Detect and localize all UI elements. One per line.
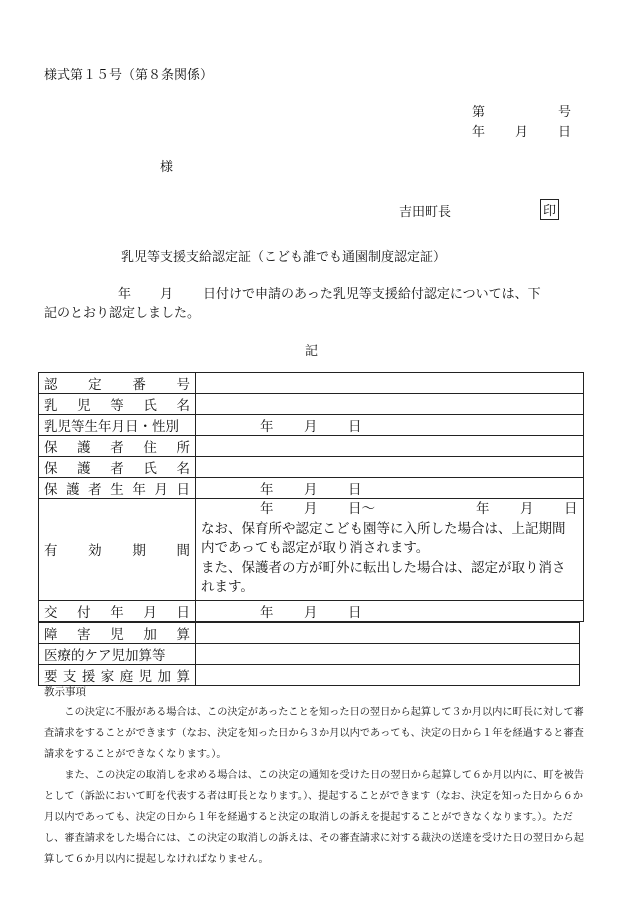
label-guardian-address (39, 436, 196, 457)
value-issue-date[interactable] (196, 600, 584, 621)
value-disability[interactable] (196, 623, 580, 644)
day-unit: 日 (348, 482, 362, 498)
year-unit: 年 (260, 604, 274, 621)
table-row (39, 457, 584, 478)
label-disability (39, 623, 196, 644)
additions-table (38, 622, 580, 686)
notes-heading: 教示事項 (44, 686, 86, 698)
table-row (39, 478, 584, 499)
issue-date-year: 年 (472, 125, 486, 140)
body-year: 年 (118, 287, 132, 302)
value-guardian-name[interactable] (196, 457, 584, 478)
body-line2: 記のとおり認定しました。 (44, 306, 201, 321)
issuer-name: 吉田町長 (399, 205, 452, 220)
value-medical-care[interactable] (196, 644, 580, 665)
label-support-family (39, 665, 196, 686)
year-unit: 年 (260, 419, 274, 435)
day-unit: 日 (348, 419, 362, 435)
label-text: 有 効 期 間 (44, 543, 190, 560)
label-guardian-dob (39, 478, 196, 499)
from-day-unit: 日～ (348, 501, 375, 517)
addressee-suffix: 様 (160, 160, 174, 175)
label-text: 交 付 年 月 日 (44, 604, 190, 621)
label-child-name (39, 394, 196, 415)
seal-mark: 印 (540, 199, 559, 220)
appeal-notes (44, 702, 584, 870)
notes-paragraph-2: また、この決定の取消しを求める場合は、この決定の通知を受けた日の翌日から起算して６か月以内に、町を被告として（訴訟において町を代表する者は町長となります。）、提起することができます（なお、決定を知った日から６か月以内であっても、決定の日から１年を経過すると決定の取消しの訴えを提起することができなくなります。）。ただし、審査請求をした場合には、この決定の取消しの訴えは、その審査請求に対する裁決の送達を受けた日の翌日から起算して６か月以内に提起しなければなりません。 (44, 770, 584, 865)
document-title: 乳児等支援支給認定証（こども誰でも通園制度認定証） (121, 250, 447, 265)
year-unit: 年 (260, 501, 274, 517)
table-row (39, 394, 584, 415)
label-text: 医療的ケア児加算等 (44, 648, 166, 664)
label-text: 乳児等生年月日・性別 (44, 419, 179, 435)
table-row (39, 644, 580, 665)
value-child-name[interactable] (196, 394, 584, 415)
date-units (201, 415, 578, 435)
value-child-dob[interactable] (196, 415, 584, 436)
table-row (39, 665, 580, 686)
label-medical-care (39, 644, 196, 665)
body-month: 月 (160, 287, 174, 302)
doc-number-suffix: 号 (558, 105, 572, 120)
table-row (39, 499, 584, 601)
value-guardian-address[interactable] (196, 436, 584, 457)
table-row (39, 415, 584, 436)
year-unit: 年 (476, 501, 490, 517)
table-row (39, 436, 584, 457)
doc-number-prefix: 第 (472, 105, 486, 120)
body-line1: 日付けで申請のあった乳児等支援給付認定については、下 (203, 287, 541, 302)
month-unit: 月 (520, 501, 534, 517)
label-issue-date (39, 600, 196, 621)
month-unit: 月 (304, 501, 318, 517)
label-text: 保 護 者 氏 名 (44, 461, 190, 477)
year-unit: 年 (260, 482, 274, 498)
value-guardian-dob[interactable] (196, 478, 584, 499)
table-row (39, 373, 584, 394)
validity-range (201, 500, 578, 520)
form-number: 様式第１５号（第８条関係） (44, 68, 214, 83)
validity-note-move-out: また、保護者の方が町外に転出した場合は、認定が取り消されます。 (201, 559, 566, 595)
value-cert-no[interactable] (196, 373, 584, 394)
day-unit: 日 (348, 604, 362, 621)
ki-heading: 記 (305, 344, 319, 359)
label-guardian-name (39, 457, 196, 478)
label-child-dob-sex (39, 415, 196, 436)
value-support-family[interactable] (196, 665, 580, 686)
issue-date-day: 日 (558, 125, 572, 140)
day-unit: 日 (564, 501, 578, 517)
table-row (39, 623, 580, 644)
date-units (201, 601, 578, 621)
label-text: 要 支 援 家 庭 児 加 算 (44, 669, 190, 685)
label-text: 保 護 者 住 所 (44, 440, 190, 456)
label-text: 保 護 者 生 年 月 日 (44, 482, 190, 498)
certificate-table (38, 372, 584, 622)
date-units (201, 478, 578, 498)
notes-paragraph-1: この決定に不服がある場合は、この決定があったことを知った日の翌日から起算して３か月以内に町長に対して審査請求をすることができます（なお、決定を知った日から３か月以内であっても、決定の日から１年を経過すると審査請求をすることができなくなります。）。 (44, 707, 584, 760)
issue-date-month: 月 (515, 125, 529, 140)
label-text: 乳 児 等 氏 名 (44, 398, 190, 414)
month-unit: 月 (304, 604, 318, 621)
month-unit: 月 (304, 419, 318, 435)
label-text: 認 定 番 号 (44, 377, 190, 393)
label-validity (39, 499, 196, 601)
validity-note-admission: なお、保育所や認定こども園等に入所した場合は、上記期間内であっても認定が取り消されます。 (201, 520, 566, 556)
month-unit: 月 (304, 482, 318, 498)
label-cert-no (39, 373, 196, 394)
label-text: 障 害 児 加 算 (44, 627, 190, 643)
value-validity[interactable] (196, 499, 584, 601)
table-row (39, 600, 584, 621)
